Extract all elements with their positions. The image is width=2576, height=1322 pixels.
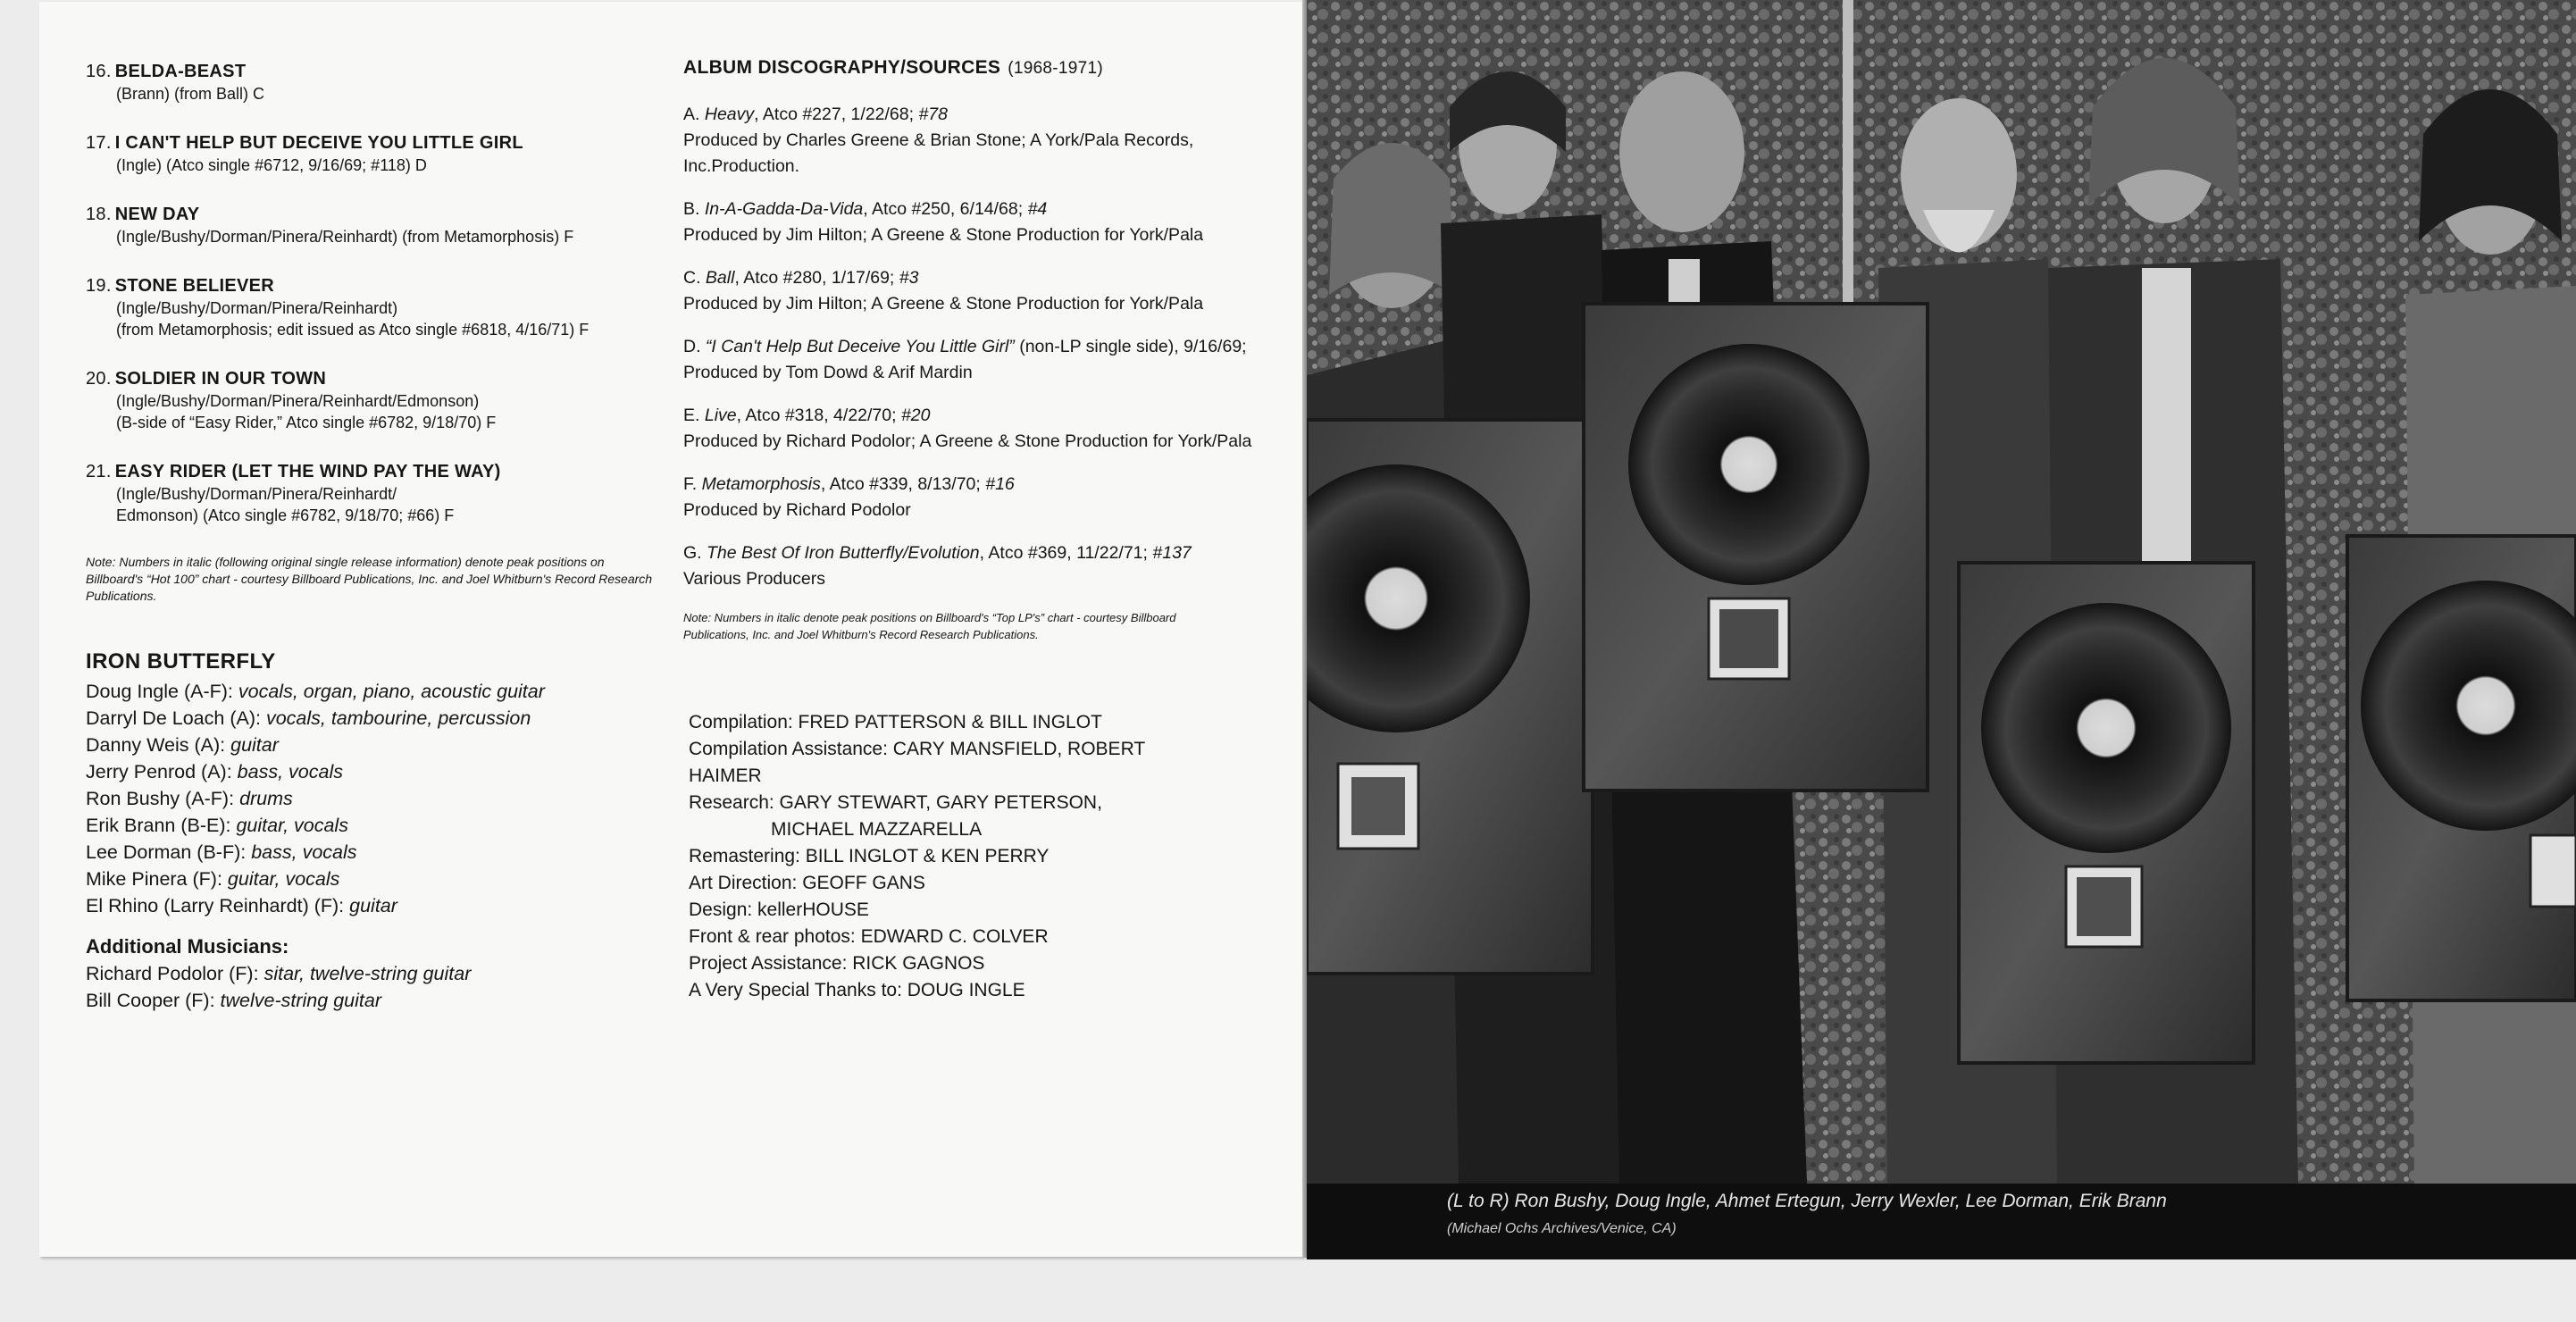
member-name: Doug Ingle (A-F): xyxy=(86,681,233,702)
additional-name: Richard Podolor (F): xyxy=(86,963,259,984)
track-number: 17. xyxy=(86,133,112,153)
disc-letter: C. xyxy=(683,268,701,288)
member-role: guitar xyxy=(349,895,397,916)
disc-letter: E. xyxy=(683,406,700,425)
track-credit-line: (Ingle/Bushy/Dorman/Pinera/Reinhardt/ xyxy=(116,485,397,503)
member-role: vocals, organ, piano, acoustic guitar xyxy=(238,681,545,702)
member-role: guitar, vocals xyxy=(236,815,348,836)
track-item xyxy=(86,61,693,105)
photo-credit: (Michael Ochs Archives/Venice, CA) xyxy=(1447,1221,1677,1236)
track-number: 16. xyxy=(86,62,112,81)
disc-credit: Produced by Richard Podolor; A Greene & Stone Production for York/Pala xyxy=(683,431,1252,451)
credit-research-line1: Research: GARY STEWART, GARY PETERSON, xyxy=(689,792,1102,813)
member-row xyxy=(86,892,693,919)
disc-album: Ball xyxy=(705,268,735,288)
credit-assistance-line1: Compilation Assistance: CARY MANSFIELD, ROBERT xyxy=(689,739,1146,759)
member-role: guitar, vocals xyxy=(227,868,340,890)
track-title: BELDA-BEAST xyxy=(114,62,247,81)
disc-album: Heavy xyxy=(704,105,755,124)
credit-assistance xyxy=(689,736,1273,790)
track-number: 21. xyxy=(86,462,112,481)
disc-album: In-A-Gadda-Da-Vida xyxy=(704,199,864,219)
disc-credit: Produced by Jim Hilton; A Greene & Stone Production for York/Pala xyxy=(683,225,1204,245)
disc-info: , Atco #369, 11/22/71; xyxy=(979,543,1153,563)
additional-heading: Additional Musicians: xyxy=(86,935,289,958)
member-role: drums xyxy=(239,788,293,809)
credit-remastering: Remastering: BILL INGLOT & KEN PERRY xyxy=(689,846,1050,866)
member-row xyxy=(86,732,693,758)
gold-record-2 xyxy=(1584,304,1928,791)
band-heading: IRON BUTTERFLY xyxy=(86,649,276,674)
track-header xyxy=(86,368,693,390)
track-title: SOLDIER IN OUR TOWN xyxy=(114,369,327,389)
member-row xyxy=(86,866,693,892)
member-role: guitar xyxy=(230,734,279,756)
credit-research xyxy=(689,790,1273,843)
track-credit-line: Edmonson) (Atco single #6782, 9/18/70; #66) F xyxy=(116,506,455,524)
discography-note: Note: Numbers in italic denote peak positions on Billboard's “Top LP's” chart - courtesy Billboard Publications, Inc. and Joel Whitburn's Record Research Publications. xyxy=(683,611,1176,641)
member-row xyxy=(86,705,693,732)
track-list-column xyxy=(86,61,693,1014)
track-credit-line: (Ingle/Bushy/Dorman/Pinera/Reinhardt) (from Metamorphosis) F xyxy=(116,228,574,246)
track-header xyxy=(86,204,693,226)
disc-letter: D. xyxy=(683,337,701,356)
track-credit-line: (from Metamorphosis; edit issued as Atco single #6818, 4/16/71) F xyxy=(116,321,590,339)
discography-column xyxy=(683,57,1273,1004)
disc-album: Metamorphosis xyxy=(701,474,821,494)
member-row xyxy=(86,678,693,705)
discography-item xyxy=(683,403,1273,455)
disc-peak: #78 xyxy=(918,105,948,124)
disc-letter: F. xyxy=(683,474,698,494)
track-item xyxy=(86,368,693,433)
disc-credit: Produced by Richard Podolor xyxy=(683,500,911,520)
disc-peak: #3 xyxy=(899,268,919,288)
track-header xyxy=(86,61,693,83)
tracks-note: Note: Numbers in italic (following original single release information) denote peak positions on Billboard's “Hot 100” chart - courtesy Billboard Publications, Inc. and Joel Whitburn's Record Research Publications. xyxy=(86,555,653,603)
credit-compilation: Compilation: FRED PATTERSON & BILL INGLOT xyxy=(689,712,1102,732)
member-role: bass, vocals xyxy=(237,761,343,782)
discography-item xyxy=(683,540,1273,592)
gold-record-3 xyxy=(1959,563,2254,1063)
disc-letter: A. xyxy=(683,105,700,124)
track-title: EASY RIDER (LET THE WIND PAY THE WAY) xyxy=(114,462,501,481)
disc-info: , Atco #339, 8/13/70; xyxy=(820,474,986,494)
disc-album: “I Can't Help But Deceive You Little Girl” xyxy=(705,337,1015,356)
member-name: Lee Dorman (B-F): xyxy=(86,841,247,863)
additional-row xyxy=(86,960,693,987)
member-list xyxy=(86,678,693,919)
discography-years: (1968-1971) xyxy=(1008,59,1104,78)
disc-credit: Produced by Jim Hilton; A Greene & Stone Production for York/Pala xyxy=(683,294,1204,314)
track-credit-line: (Ingle/Bushy/Dorman/Pinera/Reinhardt/Edmonson) xyxy=(116,392,480,410)
track-title: NEW DAY xyxy=(114,205,200,224)
member-role: bass, vocals xyxy=(251,841,357,863)
discography-title: ALBUM DISCOGRAPHY/SOURCES xyxy=(683,57,1001,78)
disc-letter: G. xyxy=(683,543,702,563)
gold-record-4 xyxy=(2347,536,2576,1000)
disc-credit: Various Producers xyxy=(683,569,825,589)
disc-peak: #20 xyxy=(900,406,931,425)
discography-item xyxy=(683,102,1273,180)
credit-thanks: A Very Special Thanks to: DOUG INGLE xyxy=(689,980,1025,1000)
member-row xyxy=(86,758,693,785)
disc-letter: B. xyxy=(683,199,700,219)
member-name: Erik Brann (B-E): xyxy=(86,815,231,836)
track-header xyxy=(86,275,693,297)
track-item xyxy=(86,204,693,247)
additional-row xyxy=(86,987,693,1014)
track-number: 19. xyxy=(86,276,112,296)
discography-item xyxy=(683,472,1273,523)
disc-peak: #137 xyxy=(1152,543,1192,563)
track-item xyxy=(86,132,693,176)
discography-list xyxy=(683,102,1273,592)
band-section xyxy=(86,649,693,1014)
left-page xyxy=(39,2,1304,1257)
credit-research-line2: MICHAEL MAZZARELLA xyxy=(771,819,983,840)
member-name: Ron Bushy (A-F): xyxy=(86,788,235,809)
member-row xyxy=(86,785,693,812)
disc-info: , Atco #250, 6/14/68; xyxy=(863,199,1028,219)
additional-role: sitar, twelve-string guitar xyxy=(263,963,472,984)
credit-photos: Front & rear photos: EDWARD C. COLVER xyxy=(689,926,1049,947)
disc-info: , Atco #318, 4/22/70; xyxy=(736,406,901,425)
disc-peak: #16 xyxy=(985,474,1015,494)
track-item xyxy=(86,461,693,526)
additional-list xyxy=(86,960,693,1014)
member-name: Jerry Penrod (A): xyxy=(86,761,232,782)
track-credit-line: (Ingle) (Atco single #6712, 9/16/69; #118) D xyxy=(116,156,427,174)
credits-block xyxy=(683,709,1273,1004)
disc-info: (non-LP single side), 9/16/69; Produced by Tom Dowd & Arif Mardin xyxy=(683,337,1247,382)
track-credit-line: (B-side of “Easy Rider,” Atco single #6782, 9/18/70) F xyxy=(116,414,497,431)
disc-info: , Atco #227, 1/22/68; xyxy=(754,105,919,124)
disc-info: , Atco #280, 1/17/69; xyxy=(734,268,899,288)
additional-role: twelve-string guitar xyxy=(220,990,381,1011)
member-name: Darryl De Loach (A): xyxy=(86,707,261,729)
member-row xyxy=(86,839,693,866)
photo-caption-bar xyxy=(1307,1184,2576,1259)
member-row xyxy=(86,812,693,839)
photo-caption: (L to R) Ron Bushy, Doug Ingle, Ahmet Ertegun, Jerry Wexler, Lee Dorman, Erik Brann xyxy=(1447,1191,2167,1211)
track-number: 20. xyxy=(86,369,112,389)
track-list xyxy=(86,61,693,526)
member-name: Mike Pinera (F): xyxy=(86,868,222,890)
track-number: 18. xyxy=(86,205,112,224)
track-credit-line: (Brann) (from Ball) C xyxy=(116,85,265,103)
right-page xyxy=(1307,0,2576,1259)
track-credit-line: (Ingle/Bushy/Dorman/Pinera/Reinhardt) xyxy=(116,299,398,317)
additional-name: Bill Cooper (F): xyxy=(86,990,215,1011)
discography-item xyxy=(683,197,1273,248)
disc-album: The Best Of Iron Butterfly/Evolution xyxy=(707,543,980,563)
disc-peak: #4 xyxy=(1027,199,1048,219)
gold-record-1 xyxy=(1307,420,1593,974)
track-header xyxy=(86,132,693,155)
track-title: STONE BELIEVER xyxy=(114,276,275,296)
band-photo xyxy=(1307,0,2576,1184)
disc-credit: Produced by Charles Greene & Brian Stone; A York/Pala Records, Inc.Production. xyxy=(683,130,1194,176)
credit-assistance-line2: HAIMER xyxy=(689,766,762,786)
member-role: vocals, tambourine, percussion xyxy=(265,707,531,729)
member-name: El Rhino (Larry Reinhardt) (F): xyxy=(86,895,345,916)
credit-art-direction: Art Direction: GEOFF GANS xyxy=(689,873,925,893)
track-item xyxy=(86,275,693,340)
discography-heading xyxy=(683,57,1273,79)
credit-project: Project Assistance: RICK GAGNOS xyxy=(689,953,985,974)
discography-item xyxy=(683,265,1273,317)
disc-album: Live xyxy=(704,406,737,425)
track-title: I CAN'T HELP BUT DECEIVE YOU LITTLE GIRL xyxy=(114,133,523,153)
discography-item xyxy=(683,334,1273,386)
credit-design: Design: kellerHOUSE xyxy=(689,899,869,920)
member-name: Danny Weis (A): xyxy=(86,734,226,756)
track-header xyxy=(86,461,693,483)
